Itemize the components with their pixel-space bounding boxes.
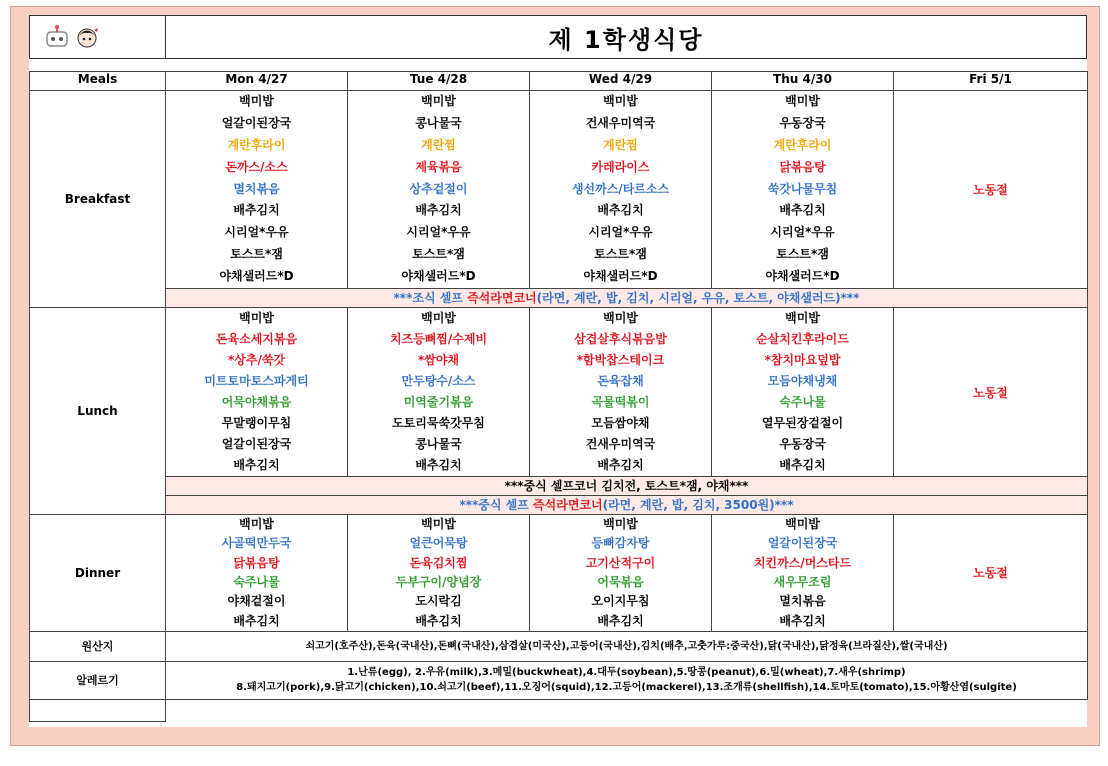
lunch-notice1-row [30, 477, 1088, 496]
menu-item: 모듬쌈야채 [591, 416, 650, 431]
menu-item: 토스트*잼 [594, 247, 647, 262]
menu-item: 야채샐러드*D [401, 269, 476, 284]
menu-item: 토스트*잼 [776, 247, 829, 262]
menu-item: 얼갈이된장국 [221, 115, 292, 130]
menu-item: 새우무조림 [773, 574, 832, 589]
menu-item: 도시락김 [415, 594, 462, 609]
menu-item: 돈육김치찜 [409, 555, 468, 570]
meal-label-dinner: Dinner [30, 515, 166, 632]
menu-item: 닭볶음탕 [779, 159, 826, 174]
menu-item: 멸치볶음 [779, 594, 826, 609]
breakfast-notice-row [30, 289, 1088, 308]
breakfast-mon [166, 91, 348, 289]
menu-item: 숙주나물 [233, 574, 280, 589]
menu-item: 순살치킨후라이드 [756, 332, 849, 347]
menu-item: 배추김치 [597, 203, 644, 218]
menu-item: 제육볶음 [415, 159, 462, 174]
allergy-line1: 1.난류(egg), 2.우유(milk),3.메밀(buckwheat),4.대두(soybean),5.땅콩(peanut),6.밀(wheat),7.새우(shrimp) [347, 667, 906, 679]
notice-suffix: (라면, 계란, 밥, 김치, 시리얼, 우유, 토스트, 야채샐러드)*** [536, 291, 860, 306]
meals-header: Meals [30, 72, 166, 91]
lunch-mon [166, 308, 348, 477]
menu-item: 야채샐러드*D [219, 269, 294, 284]
menu-item: *참치마요덮밥 [764, 353, 841, 368]
breakfast-tue [348, 91, 530, 289]
menu-item: 야채겉절이 [227, 594, 286, 609]
menu-item: 모듬야채냉채 [767, 374, 838, 389]
dinner-row [30, 515, 1088, 632]
day-header: Wed 4/29 [530, 72, 712, 91]
menu-item: *함박찹스테이크 [576, 353, 665, 368]
page-frame [10, 6, 1100, 746]
menu-item: 치킨까스/머스타드 [753, 555, 852, 570]
page-title: 제 1학생식당 [548, 25, 704, 54]
menu-sheet [29, 15, 1087, 727]
lunch-notice-self-corner: ***중식 셀프코너 김치전, 토스트*잼, 야채*** [166, 477, 1088, 496]
menu-item: 콩나물국 [415, 437, 462, 452]
menu-item: 쑥갓나물무침 [767, 181, 838, 196]
menu-item: 삼겹살후식볶음밥 [574, 332, 667, 347]
dinner-mon [166, 515, 348, 632]
menu-item: 얼갈이된장국 [767, 536, 838, 551]
breakfast-notice [166, 289, 1088, 308]
day-header: Thu 4/30 [712, 72, 894, 91]
meal-label-lunch: Lunch [30, 308, 166, 515]
menu-item: 야채샐러드*D [765, 269, 840, 284]
lunch-notice2-row [30, 496, 1088, 515]
allergy-row [30, 661, 1088, 699]
meal-label-breakfast: Breakfast [30, 91, 166, 308]
menu-item: 고기산적구이 [585, 555, 656, 570]
notice-prefix: ***중식 셀프 [459, 498, 534, 513]
menu-item: 닭볶음탕 [233, 555, 280, 570]
menu-item: 등뼈감자탕 [591, 536, 650, 551]
lunch-tue [348, 308, 530, 477]
menu-item: *쌈야채 [417, 353, 460, 368]
menu-item: 배추김치 [233, 458, 280, 473]
logo [30, 16, 166, 58]
dinner-fri-holiday: 노동절 [894, 515, 1088, 632]
menu-item: 콩나물국 [415, 115, 462, 130]
menu-item: 계란후라이 [227, 137, 286, 152]
origin-text: 쇠고기(호주산),돈육(국내산),돈뼈(국내산),삼겹살(미국산),고등어(국내산),김치(배추,고춧가루:중국산),닭(국내산),닭정육(브라질산),쌀(국내산) [166, 631, 1088, 661]
menu-item: 배추김치 [415, 613, 462, 628]
menu-item: 백미밥 [239, 94, 274, 108]
menu-item: 백미밥 [421, 94, 456, 108]
menu-item: 어묵볶음 [597, 574, 644, 589]
menu-item: 시리얼*우유 [588, 225, 653, 240]
menu-item: 배추김치 [415, 203, 462, 218]
menu-item: 미역줄기볶음 [403, 395, 474, 410]
day-header: Mon 4/27 [166, 72, 348, 91]
menu-item: 백미밥 [603, 517, 638, 532]
notice-highlight: 즉석라면코너 [467, 291, 537, 306]
origin-row [30, 631, 1088, 661]
header-row [30, 72, 1088, 91]
lunch-thu [712, 308, 894, 477]
menu-item: 건새우미역국 [585, 437, 656, 452]
notice-suffix: (라면, 계란, 밥, 김치, 3500원)*** [602, 498, 794, 513]
menu-item: 시리얼*우유 [224, 225, 289, 240]
menu-item: 얼갈이된장국 [221, 437, 292, 452]
menu-item: 치즈등뼈찜/수제비 [389, 332, 488, 347]
meal-table [29, 71, 1088, 722]
lunch-row [30, 308, 1088, 477]
menu-item: 무말랭이무침 [221, 416, 292, 431]
menu-item: 야채샐러드*D [583, 269, 658, 284]
menu-item: 배추김치 [233, 613, 280, 628]
menu-item: 우동장국 [779, 115, 826, 130]
menu-item: 우동장국 [779, 437, 826, 452]
menu-item: 미트토마토스파게티 [204, 374, 309, 389]
dinner-tue [348, 515, 530, 632]
girl-icon [74, 24, 100, 50]
menu-item: 배추김치 [779, 203, 826, 218]
dinner-thu [712, 515, 894, 632]
menu-item: 백미밥 [239, 311, 274, 326]
menu-item: 시리얼*우유 [406, 225, 471, 240]
menu-item: 백미밥 [785, 94, 820, 108]
menu-item: 열무된장겉절이 [761, 416, 844, 431]
menu-item: 어묵야채볶음 [221, 395, 292, 410]
menu-item: 백미밥 [603, 311, 638, 326]
menu-item: 배추김치 [779, 458, 826, 473]
allergy-label: 알레르기 [30, 661, 166, 699]
notice-highlight: 즉석라면코너 [533, 498, 603, 513]
robot-icon [44, 24, 70, 50]
menu-item: 계란찜 [421, 137, 456, 152]
menu-item: 토스트*잼 [412, 247, 465, 262]
day-header: Tue 4/28 [348, 72, 530, 91]
menu-item: 백미밥 [603, 94, 638, 108]
dinner-wed [530, 515, 712, 632]
menu-item: 백미밥 [239, 517, 274, 532]
menu-item: 배추김치 [233, 203, 280, 218]
day-header: Fri 5/1 [894, 72, 1088, 91]
menu-item: 돈육잡채 [597, 374, 644, 389]
menu-item: 시리얼*우유 [770, 225, 835, 240]
menu-item: 오이지무침 [591, 594, 650, 609]
menu-item: 배추김치 [597, 613, 644, 628]
lunch-wed [530, 308, 712, 477]
breakfast-fri-holiday: 노동절 [894, 91, 1088, 289]
menu-item: 만두탕수/소스 [401, 374, 476, 389]
menu-item: 도토리묵쑥갓무침 [392, 416, 485, 431]
menu-item: 건새우미역국 [585, 115, 656, 130]
menu-item: 숙주나물 [779, 395, 826, 410]
menu-item: 백미밥 [785, 311, 820, 326]
menu-item: *상추/쑥갓 [227, 353, 286, 368]
allergy-text [166, 661, 1088, 699]
lunch-notice-ramen [166, 496, 1088, 515]
blank-row [30, 699, 1088, 721]
menu-item: 백미밥 [421, 517, 456, 532]
menu-item: 계란찜 [603, 137, 638, 152]
menu-item: 토스트*잼 [230, 247, 283, 262]
origin-label: 원산지 [30, 631, 166, 661]
menu-item: 백미밥 [785, 517, 820, 532]
menu-item: 계란후라이 [773, 137, 832, 152]
blank-cell [166, 699, 1088, 721]
title-bar [29, 15, 1087, 59]
menu-item: 상추겉절이 [409, 181, 468, 196]
menu-item: 곡물떡볶이 [591, 395, 650, 410]
menu-item: 멸치볶음 [233, 181, 280, 196]
menu-item: 카레라이스 [591, 159, 650, 174]
notice-prefix: ***조식 셀프 [393, 291, 468, 306]
breakfast-row [30, 91, 1088, 289]
allergy-line2: 8.돼지고기(pork),9.닭고기(chicken),10.쇠고기(beef),11.오징어(squid),12.고등어(mackerel),13.조개류(shellfish),14.토마토(tomato),15.아황산염(sulgite) [236, 682, 1017, 694]
lunch-fri-holiday: 노동절 [894, 308, 1088, 477]
menu-item: 생선까스/타르소스 [571, 181, 670, 196]
menu-item: 얼큰어묵탕 [409, 536, 468, 551]
menu-item: 돈까스/소스 [225, 159, 288, 174]
menu-item: 백미밥 [421, 311, 456, 326]
menu-item: 배추김치 [597, 458, 644, 473]
menu-item: 돈육소세지볶음 [215, 332, 298, 347]
menu-item: 배추김치 [779, 613, 826, 628]
menu-item: 사골떡만두국 [221, 536, 292, 551]
blank-cell [30, 699, 166, 721]
menu-item: 두부구이/양념장 [395, 574, 482, 589]
menu-item: 배추김치 [415, 458, 462, 473]
breakfast-thu [712, 91, 894, 289]
breakfast-wed [530, 91, 712, 289]
